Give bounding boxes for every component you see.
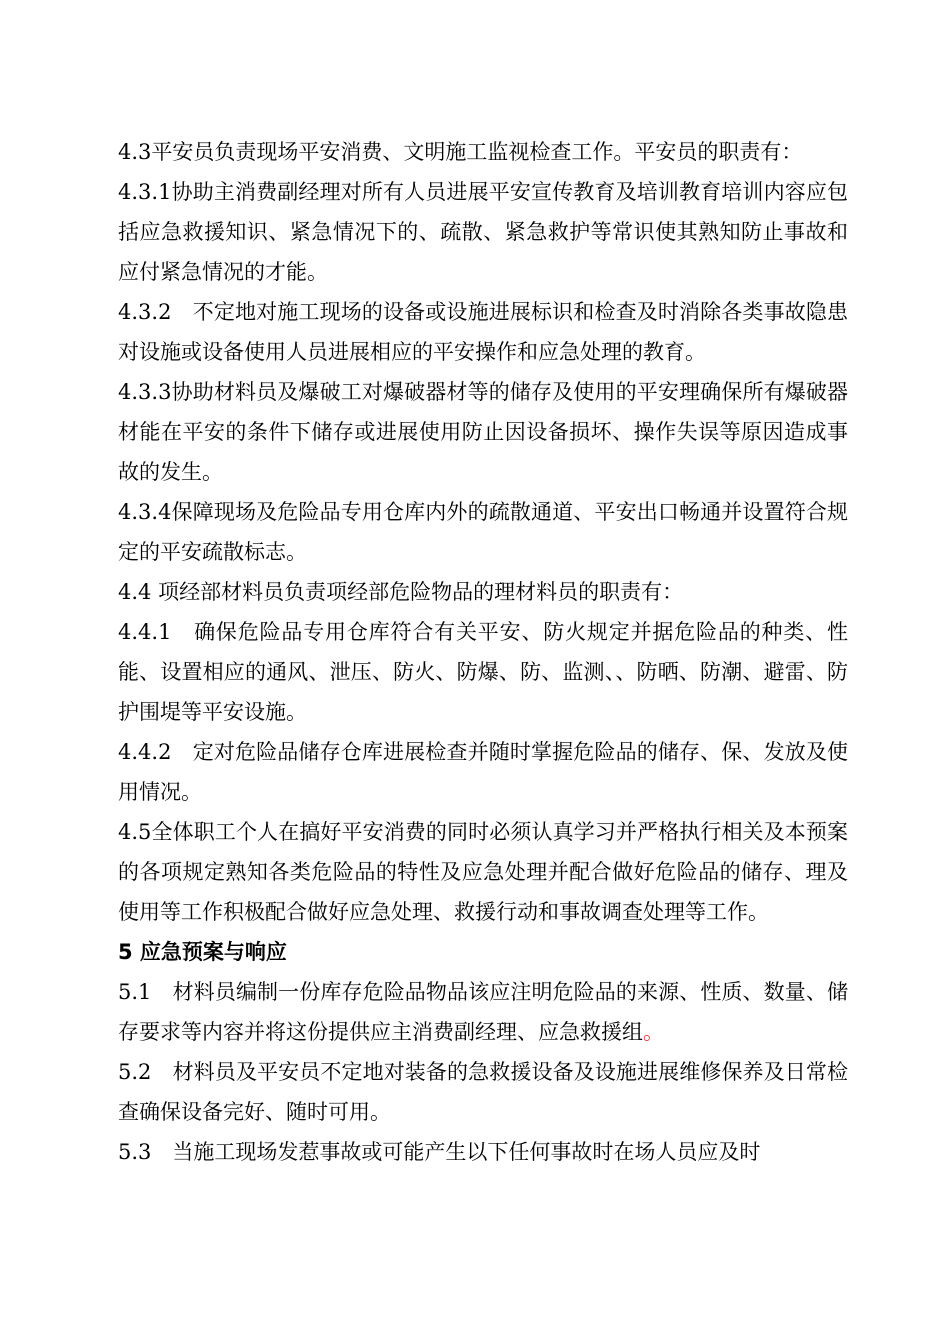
paragraph-4-3-1: 4.3.1协助主消费副经理对所有人员进展平安宣传教育及培训教育培训内容应包括应急救援知识、紧急情况下的、疏散、紧急救护等常识使其熟知防止事故和应付紧急情况的才能。 <box>118 180 848 284</box>
paragraph-4-3-2: 4.3.2 不定地对施工现场的设备或设施进展标识和检查及时消除各类事故隐患对设施或设备使用人员进展相应的平安操作和应急处理的教育。 <box>118 300 848 364</box>
paragraph-5-1-text: 5.1 材料员编制一份库存危险品物品该应注明危险品的来源、性质、数量、储存要求等内容并将这份提供应主消费副经理、应急救援组 <box>118 980 848 1044</box>
paragraph-4-4-2: 4.4.2 定对危险品储存仓库进展检查并随时掌握危险品的储存、保、发放及使用情况。 <box>118 740 848 804</box>
paragraph-4-5: 4.5全体职工个人在搞好平安消费的同时必须认真学习并严格执行相关及本预案的各项规定熟知各类危险品的特性及应急处理并配合做好危险品的储存、理及使用等工作积极配合做好应急处理、救援行动和事故调查处理等工作。 <box>118 820 848 924</box>
section-heading-5: 5 应急预案与响应 <box>118 940 287 964</box>
document-body <box>118 132 848 1172</box>
paragraph-5-3: 5.3 当施工现场发惹事故或可能产生以下任何事故时在场人员应及时 <box>118 1140 761 1164</box>
paragraph-5-1 <box>118 972 848 1052</box>
paragraph-4-3-4: 4.3.4保障现场及危险品专用仓库内外的疏散通道、平安出口畅通并设置符合规定的平安疏散标志。 <box>118 500 848 564</box>
paragraph-4-3: 4.3平安员负责现场平安消费、文明施工监视检查工作。平安员的职责有： <box>118 140 803 164</box>
paragraph-5-2: 5.2 材料员及平安员不定地对装备的急救援设备及设施进展维修保养及日常检查确保设备完好、随时可用。 <box>118 1060 848 1124</box>
paragraph-4-4-1: 4.4.1 确保危险品专用仓库符合有关平安、防火规定并据危险品的种类、性能、设置相应的通风、泄压、防火、防爆、防、监测、、防晒、防潮、避雷、防护围堤等平安设施。 <box>118 620 848 724</box>
red-period-mark: 。 <box>643 1020 664 1044</box>
paragraph-4-4: 4.4 项经部材料员负责项经部危险物品的理材料员的职责有： <box>118 580 684 604</box>
paragraph-4-3-3: 4.3.3协助材料员及爆破工对爆破器材等的储存及使用的平安理确保所有爆破器材能在平安的条件下储存或进展使用防止因设备损坏、操作失误等原因造成事故的发生。 <box>118 380 848 484</box>
